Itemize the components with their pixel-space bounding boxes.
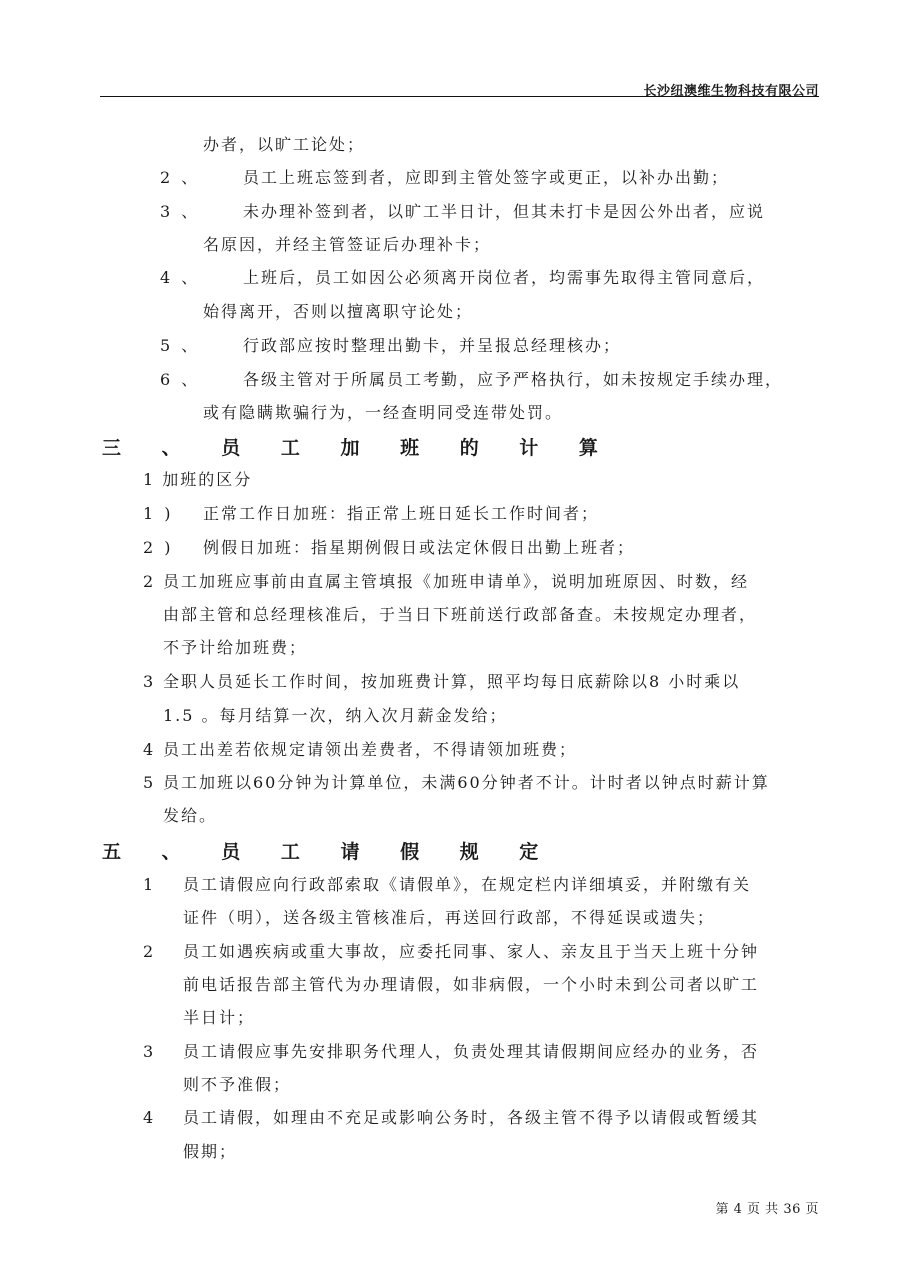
item-number: 6 、 <box>160 370 201 389</box>
section-heading: 三 、 员 工 加 班 的 计 算 <box>102 437 615 459</box>
item-text: 半日计； <box>183 1008 256 1027</box>
item-number: 2 <box>143 942 157 961</box>
item-text: 或有隐瞒欺骗行为，一经查明同受连带处罚。 <box>203 403 564 422</box>
item-text: 1.5 。每月结算一次，纳入次月薪金发给； <box>163 706 508 725</box>
item-text: 全职人员延长工作时间，按加班费计算，照平均每日底薪除以8 小时乘以 <box>163 672 741 691</box>
item-text: 行政部应按时整理出勤卡，并呈报总经理核办； <box>243 336 622 355</box>
item-number: 2 、 <box>160 168 201 187</box>
item-text: 员工如遇疾病或重大事故，应委托同事、家人、亲友且于当天上班十分钟 <box>183 942 760 961</box>
item-text: 员工请假，如理由不充足或影响公务时，各级主管不得予以请假或暂缓其 <box>183 1108 760 1127</box>
item-number: 3 、 <box>160 202 201 221</box>
page-number: 第 4 页 共 36 页 <box>715 1202 819 1217</box>
item-text: 始得离开，否则以擅离职守论处； <box>203 302 474 321</box>
item-text: 由部主管和总经理核准后，于当日下班前送行政部备查。未按规定办理者， <box>163 605 758 624</box>
item-text: 前电话报告部主管代为办理请假，如非病假，一个小时未到公司者以旷工 <box>183 975 760 994</box>
header-company: 长沙纽澳维生物科技有限公司 <box>643 84 819 99</box>
item-text: 员工加班以60分钟为计算单位，未满60分钟者不计。计时者以钟点时薪计算 <box>163 773 770 792</box>
item-number: 2 <box>143 572 157 591</box>
item-number: 3 <box>143 672 157 691</box>
item-text: 员工上班忘签到者，应即到主管处签字或更正，以补办出勤； <box>243 168 730 187</box>
item-number: 5 <box>143 773 157 792</box>
item-text: 各级主管对于所属员工考勤，应予严格执行，如未按规定手续办理， <box>243 370 784 389</box>
item-number: 2 ) <box>143 538 174 557</box>
item-text: 例假日加班：指星期例假日或法定休假日出勤上班者； <box>203 538 636 557</box>
item-text: 则不予准假； <box>183 1075 292 1094</box>
item-text: 员工请假应事先安排职务代理人，负责处理其请假期间应经办的业务，否 <box>183 1042 760 1061</box>
header-rule <box>100 96 819 97</box>
item-text: 员工请假应向行政部索取《请假单》，在规定栏内详细填妥，并附缴有关 <box>183 875 752 894</box>
item-number: 3 <box>143 1042 157 1061</box>
item-number: 1 <box>143 875 157 894</box>
item-text: 正常工作日加班：指正常上班日延长工作时间者； <box>203 504 600 523</box>
item-text: 员工出差若依规定请领出差费者，不得请领加班费； <box>163 740 578 759</box>
section-heading: 五 、 员 工 请 假 规 定 <box>102 841 556 863</box>
item-number: 4 <box>143 1108 157 1127</box>
item-text: 未办理补签到者，以旷工半日计，但其未打卡是因公外出者，应说 <box>243 202 766 221</box>
item-text: 假期； <box>183 1142 238 1161</box>
intro-line: 办者，以旷工论处； <box>203 135 366 154</box>
item-number: 4 、 <box>160 268 201 287</box>
item-text: 发给。 <box>163 806 218 825</box>
item-text: 员工加班应事前由直属主管填报《加班申请单》，说明加班原因、时数，经 <box>163 572 750 591</box>
subsection-title: 1 加班的区分 <box>143 470 253 489</box>
item-text: 名原因，并经主管签证后办理补卡； <box>203 235 492 254</box>
item-number: 5 、 <box>160 336 201 355</box>
item-number: 4 <box>143 740 157 759</box>
item-text: 上班后，员工如因公必须离开岗位者，均需事先取得主管同意后， <box>243 268 766 287</box>
item-text: 证件（明），送各级主管核准后，再送回行政部，不得延误或遗失； <box>183 908 716 927</box>
item-text: 不予计给加班费； <box>163 638 308 657</box>
item-number: 1 ) <box>143 504 174 523</box>
